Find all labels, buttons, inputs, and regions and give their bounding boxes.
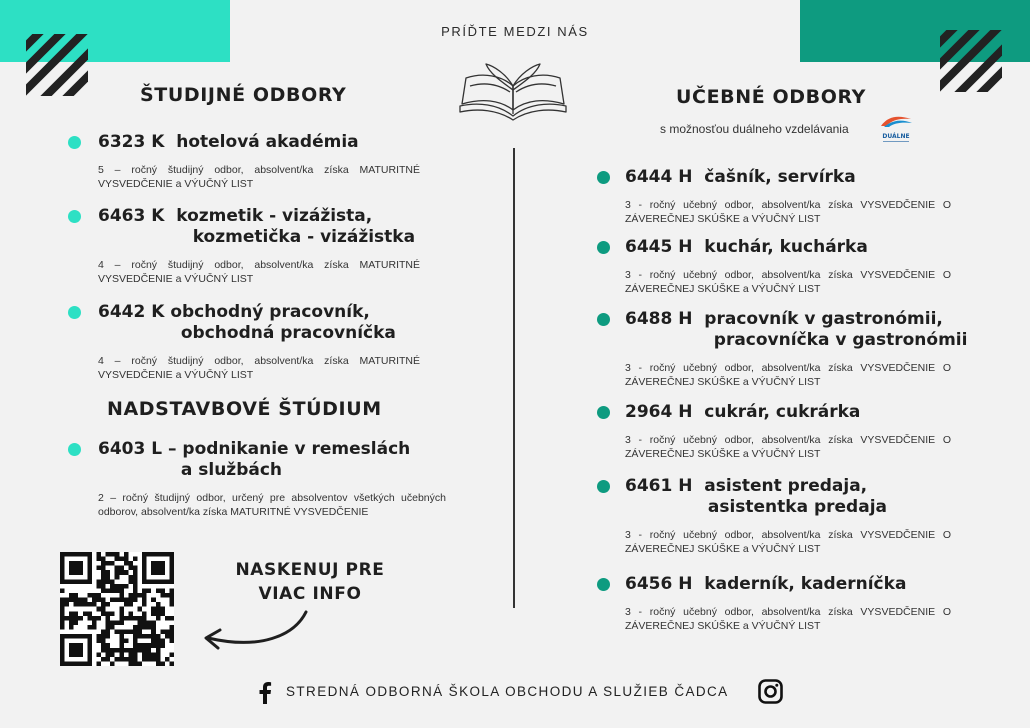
header-title: PRÍĎTE MEDZI NÁS	[441, 24, 589, 39]
bullet-dot	[597, 171, 610, 184]
program-name: 6442 K obchodný pracovník, obchodná pracovníčka	[98, 302, 396, 343]
scan-cta-line2: VIAC INFO	[258, 584, 362, 604]
dual-logo-underline	[883, 141, 909, 142]
program-name: 6403 L – podnikanie v remeslách a službách	[98, 439, 411, 480]
program-description: 3 - ročný učebný odbor, absolvent/ka získa VYSVEDČENIE O ZÁVEREČNEJ SKÚŠKE a VÝUČNÝ LIST	[625, 606, 951, 632]
program-item	[625, 476, 951, 556]
program-description: 3 - ročný učebný odbor, absolvent/ka získa VYSVEDČENIE O ZÁVEREČNEJ SKÚŠKE a VÝUČNÝ LIST	[625, 362, 951, 388]
column-divider	[513, 148, 515, 608]
program-item	[98, 439, 446, 519]
program-item	[625, 237, 951, 296]
scan-cta	[216, 558, 404, 606]
stripes-decoration-right	[940, 30, 1002, 92]
stripes-decoration-left	[26, 34, 88, 96]
program-description: 3 - ročný učebný odbor, absolvent/ka získa VYSVEDČENIE O ZÁVEREČNEJ SKÚŠKE a VÝUČNÝ LIST	[625, 199, 951, 225]
program-name: 6445 H kuchár, kuchárka	[625, 237, 868, 257]
program-name: 6444 H čašník, servírka	[625, 167, 856, 187]
program-item	[98, 302, 420, 382]
program-name: 6463 K kozmetik - vizážista, kozmetička - vizážistka	[98, 206, 416, 247]
open-book-icon	[456, 60, 570, 126]
program-description: 5 – ročný študijný odbor, absolvent/ka získa MATURITNÉ VYSVEDČENIE a VÝUČNÝ LIST	[98, 164, 420, 190]
dualne-vzdelavanie-logo	[878, 114, 914, 140]
program-description: 4 – ročný študijný odbor, absolvent/ka získa MATURITNÉ VYSVEDČENIE a VÝUČNÝ LIST	[98, 355, 420, 381]
program-item	[625, 574, 951, 633]
bullet-dot	[597, 480, 610, 493]
program-name: 6456 H kaderník, kaderníčka	[625, 574, 907, 594]
bullet-dot	[597, 241, 610, 254]
program-item	[625, 167, 951, 226]
bullet-dot	[68, 443, 81, 456]
program-name: 2964 H cukrár, cukrárka	[625, 402, 861, 422]
bullet-dot	[68, 136, 81, 149]
program-name: 6323 K hotelová akadémia	[98, 132, 359, 152]
footer-school-name: STREDNÁ ODBORNÁ ŠKOLA OBCHODU A SLUŽIEB ČADCA	[286, 684, 729, 699]
nadstavbove-studium-title: NADSTAVBOVÉ ŠTÚDIUM	[107, 398, 382, 420]
program-name: 6488 H pracovník v gastronómii, pracovníčka v gastronómii	[625, 309, 968, 350]
program-item	[625, 402, 951, 461]
program-description: 3 - ročný učebný odbor, absolvent/ka získa VYSVEDČENIE O ZÁVEREČNEJ SKÚŠKE a VÝUČNÝ LIST	[625, 529, 951, 555]
bullet-dot	[597, 313, 610, 326]
program-item	[625, 309, 968, 389]
program-description: 4 – ročný študijný odbor, absolvent/ka získa MATURITNÉ VYSVEDČENIE a VÝUČNÝ LIST	[98, 259, 420, 285]
program-description: 3 - ročný učebný odbor, absolvent/ka získa VYSVEDČENIE O ZÁVEREČNEJ SKÚŠKE a VÝUČNÝ LIST	[625, 269, 951, 295]
studijne-odbory-title: ŠTUDIJNÉ ODBORY	[140, 84, 347, 106]
curved-arrow-icon	[196, 608, 312, 658]
dual-logo-text: DUÁLNE	[882, 133, 910, 140]
qr-code[interactable]	[60, 552, 174, 666]
program-item	[98, 206, 420, 286]
bullet-dot	[68, 306, 81, 319]
bullet-dot	[597, 578, 610, 591]
ucebne-odbory-title: UČEBNÉ ODBORY	[676, 86, 867, 108]
scan-cta-line1: NASKENUJ PRE	[235, 560, 385, 580]
dual-logo-swoosh-icon	[878, 114, 914, 128]
program-description: 2 – ročný študijný odbor, určený pre absolventov všetkých učebných odborov, absolvent/ka získa MATURITNÉ VYSVEDČENIE	[98, 492, 446, 518]
program-name: 6461 H asistent predaja, asistentka predaja	[625, 476, 887, 517]
instagram-icon[interactable]	[758, 679, 783, 704]
program-description: 3 - ročný učebný odbor, absolvent/ka získa VYSVEDČENIE O ZÁVEREČNEJ SKÚŠKE a VÝUČNÝ LIST	[625, 434, 951, 460]
ucebne-subtitle: s možnosťou duálneho vzdelávania	[660, 122, 849, 136]
bullet-dot	[597, 406, 610, 419]
program-item	[98, 132, 420, 191]
facebook-icon[interactable]	[258, 682, 272, 704]
bullet-dot	[68, 210, 81, 223]
